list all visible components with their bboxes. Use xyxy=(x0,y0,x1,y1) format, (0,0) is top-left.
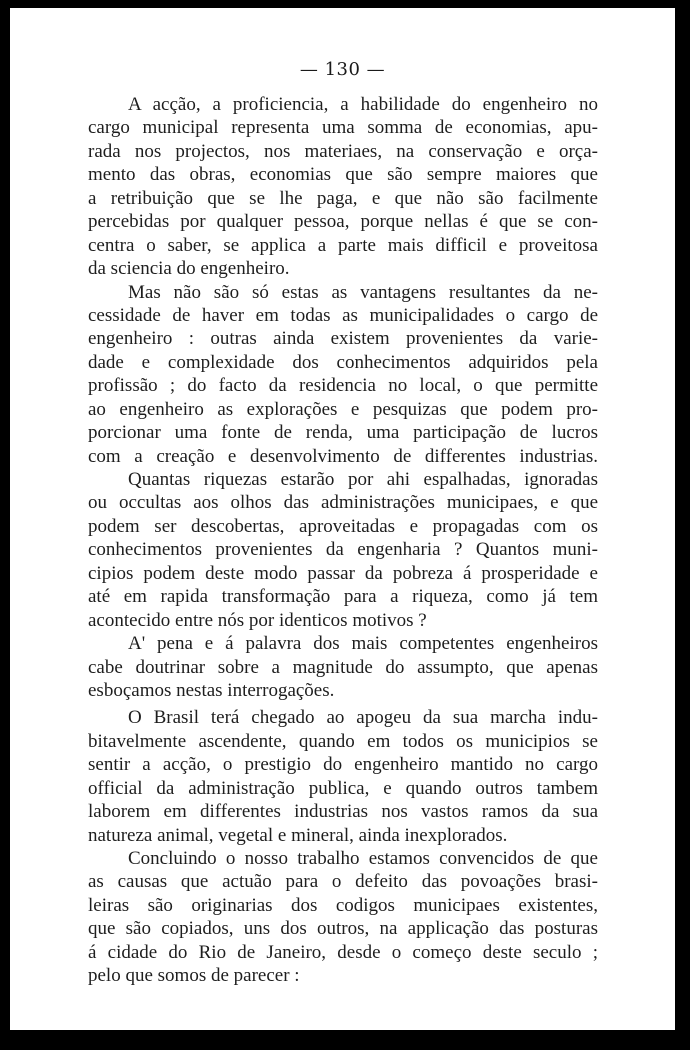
text-line: porcionar uma fonte de renda, uma participação de lucros xyxy=(88,422,598,444)
text-line: Mas não são só estas as vantagens resultantes da ne- xyxy=(128,281,598,303)
text-line: profissão ; do facto da residencia no local, o que permitte xyxy=(88,375,598,397)
book-page xyxy=(10,8,675,1030)
paragraph-3 xyxy=(88,468,598,632)
text-line: rada nos projectos, nos materiaes, na conservação e orça- xyxy=(88,140,598,162)
text-line: que são copiados, uns dos outros, na applicação das posturas xyxy=(88,918,598,940)
text-line: cabe doutrinar sobre a magnitude do assumpto, que apenas xyxy=(88,656,598,678)
text-line: a retribuição que se lhe paga, e que não são facilmente xyxy=(88,187,598,209)
paragraph-6 xyxy=(88,847,598,988)
text-line: laborem em differentes industrias nos vastos ramos da sua xyxy=(88,801,598,823)
text-line: cessidade de haver em todas as municipalidades o cargo de xyxy=(88,304,598,326)
text-line: esboçamos nestas interrogações. xyxy=(88,679,335,701)
text-line: acontecido entre nós por identicos motivos ? xyxy=(88,609,427,631)
text-line: pelo que somos de parecer : xyxy=(88,965,300,987)
text-line: sentir a acção, o prestigio do engenheiro mantido no cargo xyxy=(88,754,598,776)
body-text xyxy=(88,93,598,988)
text-line: com a creação e desenvolvimento de differentes industrias. xyxy=(88,445,598,467)
text-line: Quantas riquezas estarão por ahi espalhadas, ignoradas xyxy=(128,469,598,490)
text-line: da sciencia do engenheiro. xyxy=(88,258,290,280)
text-line: natureza animal, vegetal e mineral, ainda inexplorados. xyxy=(88,824,508,846)
text-line: ou occultas aos olhos das administrações municipaes, e que xyxy=(88,492,598,514)
text-line: dade e complexidade dos conhecimentos adquiridos pela xyxy=(88,351,598,373)
text-line: leiras são originarias dos codigos municipaes existentes, xyxy=(88,894,598,916)
text-line: A acção, a proficiencia, a habilidade do engenheiro no xyxy=(128,94,598,115)
text-line: as causas que actuão para o defeito das povoações brasi- xyxy=(88,871,598,893)
text-line: O Brasil terá chegado ao apogeu da sua marcha indu- xyxy=(128,707,598,729)
text-line: A' pena e á palavra dos mais competentes engenheiros xyxy=(128,633,598,655)
paragraph-2 xyxy=(88,281,598,469)
paragraph-4 xyxy=(88,632,598,702)
text-line: até em rapida transformação para a riqueza, como já tem xyxy=(88,586,598,608)
paragraph-5 xyxy=(88,706,598,847)
text-line: official da administração publica, e quando outros tambem xyxy=(88,777,598,799)
paragraph-1 xyxy=(88,93,598,281)
text-line: bitavelmente ascendente, quando em todos os municipios se xyxy=(88,730,598,752)
text-line: á cidade do Rio de Janeiro, desde o começo deste seculo ; xyxy=(88,941,598,963)
text-line: mento das obras, economias que são sempre maiores que xyxy=(88,164,598,186)
text-line: engenheiro : outras ainda existem provenientes da varie- xyxy=(88,328,598,350)
text-line: ao engenheiro as explorações e pesquizas que podem pro- xyxy=(88,398,598,420)
text-line: podem ser descobertas, aproveitadas e propagadas com os xyxy=(88,515,598,537)
text-line: conhecimentos provenientes da engenharia ? Quantos muni- xyxy=(88,539,598,561)
text-line: Concluindo o nosso trabalho estamos convencidos de que xyxy=(128,848,598,869)
page-number: — 130 — xyxy=(299,59,386,80)
text-line: percebidas por qualquer pessoa, porque nellas é que se con- xyxy=(88,211,598,233)
text-line: centra o saber, se applica a parte mais difficil e proveitosa xyxy=(88,234,598,256)
text-line: cipios podem deste modo passar da pobreza á prosperidade e xyxy=(88,562,598,584)
text-line: cargo municipal representa uma somma de economias, apu- xyxy=(88,117,598,139)
